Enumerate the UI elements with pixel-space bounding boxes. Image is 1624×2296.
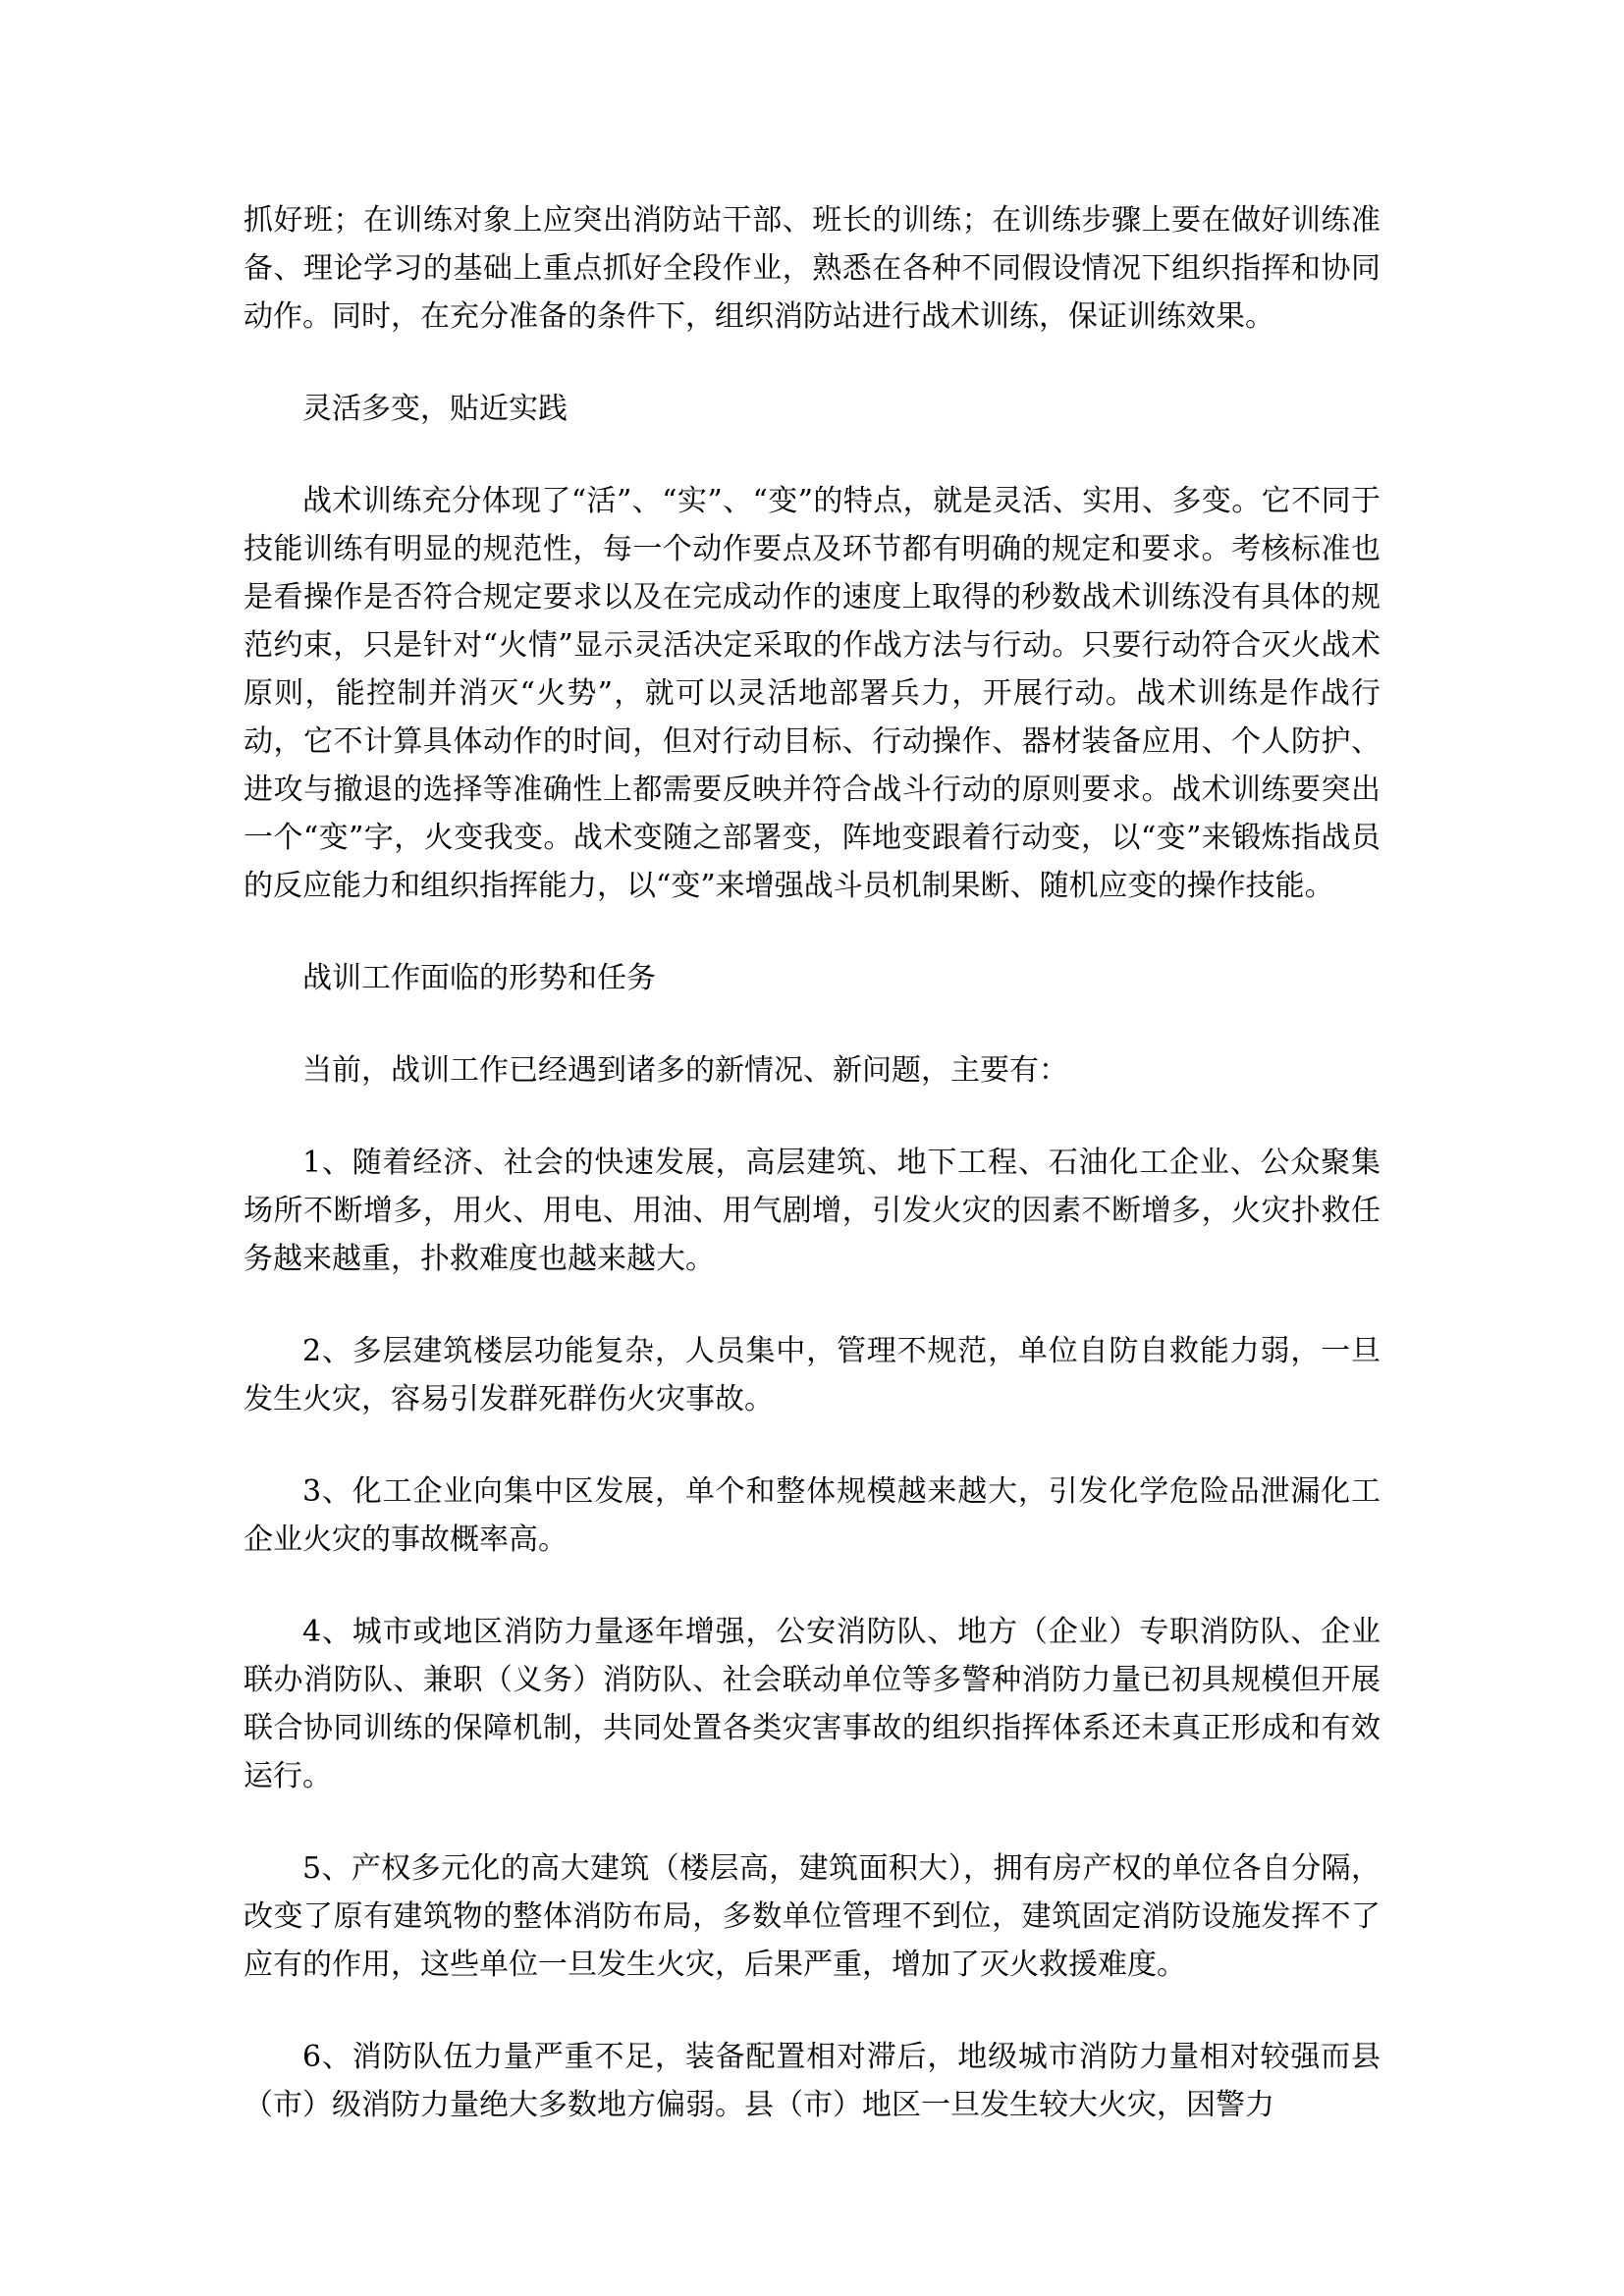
list-item-5: 5、产权多元化的高大建筑（楼层高，建筑面积大），拥有房产权的单位各自分隔，改变了原有建筑物的整体消防布局，多数单位管理不到位，建筑固定消防设施发挥不了应有的作用，这些单位一旦发生火灾，后果严重，增加了灭火救援难度。 bbox=[244, 1851, 1380, 1982]
section-heading-flexible-practice: 灵活多变，贴近实践 bbox=[302, 392, 568, 426]
section-heading-situation-tasks: 战训工作面临的形势和任务 bbox=[302, 961, 656, 995]
list-item-6: 6、消防队伍力量严重不足，装备配置相对滞后，地级城市消防力量相对较强而县（市）级消防力量绝大多数地方偏弱。县（市）地区一旦发生较大火灾，因警力 bbox=[244, 2040, 1380, 2122]
paragraph-tactical-training: 战术训练充分体现了“活”、“实”、“变”的特点，就是灵活、实用、多变。它不同于技能训练有明显的规范性，每一个动作要点及环节都有明确的规定和要求。考核标准也是看操作是否符合规定要求以及在完成动作的速度上取得的秒数战术训练没有具体的规范约束，只是针对“火情”显示灵活决定采取的作战方法与行动。只要行动符合灭火战术原则，能控制并消灭“火势”，就可以灵活地部署兵力，开展行动。战术训练是作战行动，它不计算具体动作的时间，但对行动目标、行动操作、器材装备应用、个人防护、进攻与撤退的选择等准确性上都需要反映并符合战斗行动的原则要求。战术训练要突出一个“变”字，火变我变。战术变随之部署变，阵地变跟着行动变，以“变”来锻炼指战员的反应能力和组织指挥能力，以“变”来增强战斗员机制果断、随机应变的操作技能。 bbox=[244, 484, 1380, 903]
list-item-3: 3、化工企业向集中区发展，单个和整体规模越来越大，引发化学危险品泄漏化工企业火灾的事故概率高。 bbox=[244, 1474, 1380, 1557]
list-item-1: 1、随着经济、社会的快速发展，高层建筑、地下工程、石油化工企业、公众聚集场所不断增多，用火、用电、用油、用气剧增，引发火灾的因素不断增多，火灾扑救任务越来越重，扑救难度也越来越大。 bbox=[244, 1146, 1380, 1276]
document-body bbox=[244, 196, 1380, 2129]
list-item-4: 4、城市或地区消防力量逐年增强，公安消防队、地方（企业）专职消防队、企业联办消防队、兼职（义务）消防队、社会联动单位等多警种消防力量已初具规模但开展联合协同训练的保障机制，共同处置各类灾害事故的组织指挥体系还未真正形成和有效运行。 bbox=[244, 1615, 1380, 1793]
paragraph-continued: 抓好班；在训练对象上应突出消防站干部、班长的训练；在训练步骤上要在做好训练准备、理论学习的基础上重点抓好全段作业，熟悉在各种不同假设情况下组织指挥和协同动作。同时，在充分准备的条件下，组织消防站进行战术训练，保证训练效果。 bbox=[244, 203, 1380, 334]
list-item-2: 2、多层建筑楼层功能复杂，人员集中，管理不规范，单位自防自救能力弱，一旦发生火灾，容易引发群死群伤火灾事故。 bbox=[244, 1334, 1380, 1416]
paragraph-intro-issues: 当前，战训工作已经遇到诸多的新情况、新问题，主要有： bbox=[302, 1053, 1068, 1088]
